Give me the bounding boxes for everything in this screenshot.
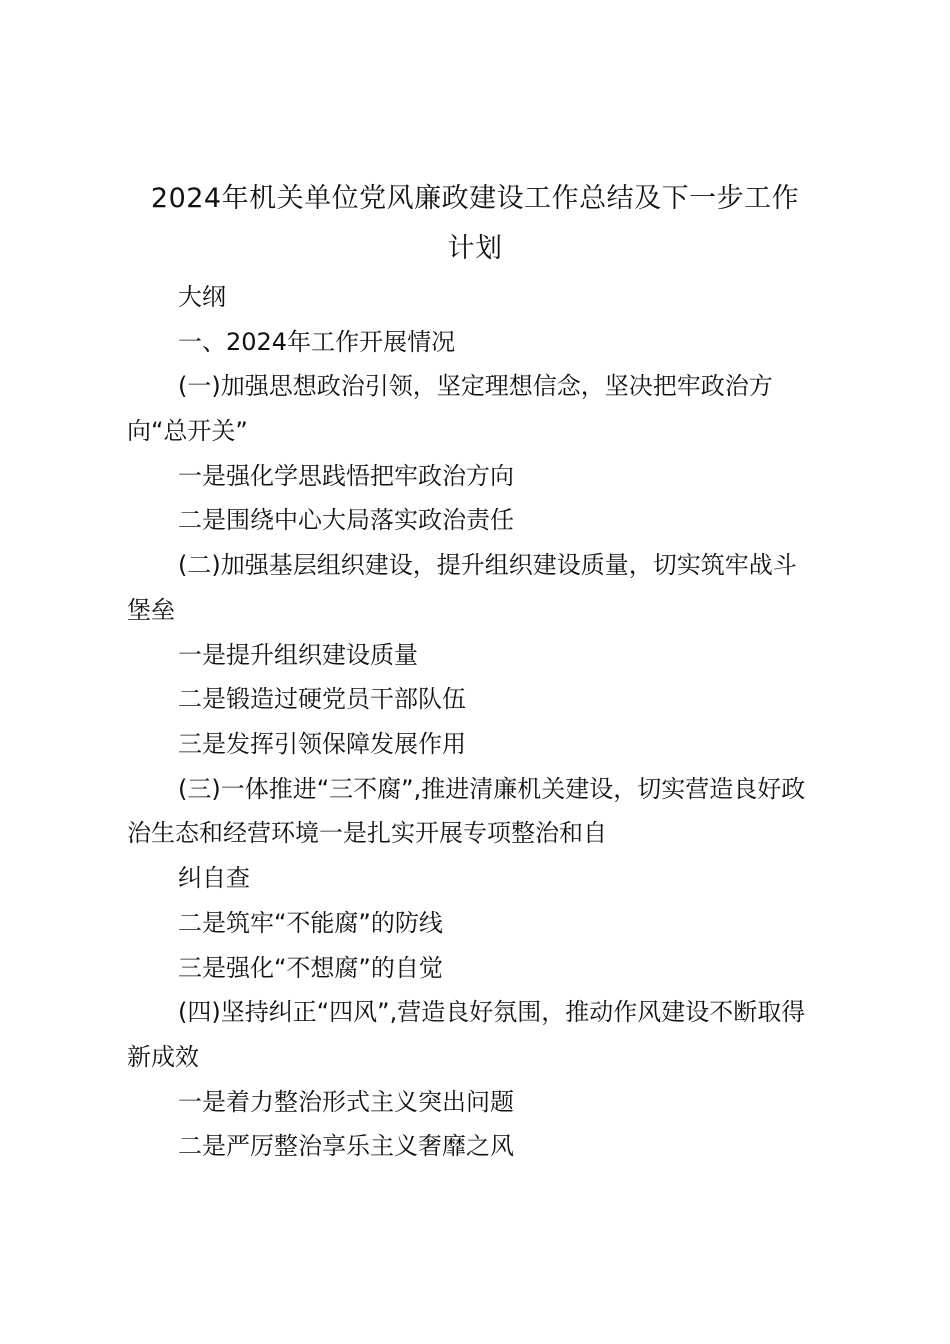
list-item: 一是着力整治形式主义突出问题 — [178, 1088, 514, 1116]
list-item: 三是发挥引领保障发展作用 — [178, 730, 466, 758]
title-line-1: 2024年机关单位党风廉政建设工作总结及下一步工作 — [150, 183, 800, 214]
subsection-heading-continued: 新成效 — [127, 1043, 199, 1071]
subsection-heading: (三)一体推进“三不腐”,推进清廉机关建设，切实营造良好政 — [178, 775, 806, 803]
subsection-heading: (四)坚持纠正“四风”,营造良好氛围，推动作风建设不断取得 — [178, 998, 806, 1026]
subsection-heading: (二)加强基层组织建设，提升组织建设质量，切实筑牢战斗 — [178, 551, 797, 579]
title-line-2: 计划 — [447, 233, 503, 264]
list-item: 纠自查 — [178, 864, 250, 892]
list-item: 一是提升组织建设质量 — [178, 641, 418, 669]
section-heading: 一、2024年工作开展情况 — [178, 328, 456, 356]
list-item: 一是强化学思践悟把牢政治方向 — [178, 462, 514, 490]
document-title — [120, 174, 830, 274]
list-item: 二是围绕中心大局落实政治责任 — [178, 506, 514, 534]
list-item: 三是强化“不想腐”的自觉 — [178, 954, 443, 982]
subsection-heading-continued: 治生态和经营环境一是扎实开展专项整治和自 — [127, 819, 607, 847]
subsection-heading-continued: 堡垒 — [127, 596, 175, 624]
list-item: 二是锻造过硬党员干部队伍 — [178, 685, 466, 713]
subsection-heading-continued: 向“总开关” — [127, 417, 248, 445]
list-item: 二是严厉整治享乐主义奢靡之风 — [178, 1132, 514, 1160]
outline-heading: 大纲 — [178, 283, 226, 311]
subsection-heading: (一)加强思想政治引领，坚定理想信念，坚决把牢政治方 — [178, 372, 773, 400]
list-item: 二是筑牢“不能腐”的防线 — [178, 909, 443, 937]
